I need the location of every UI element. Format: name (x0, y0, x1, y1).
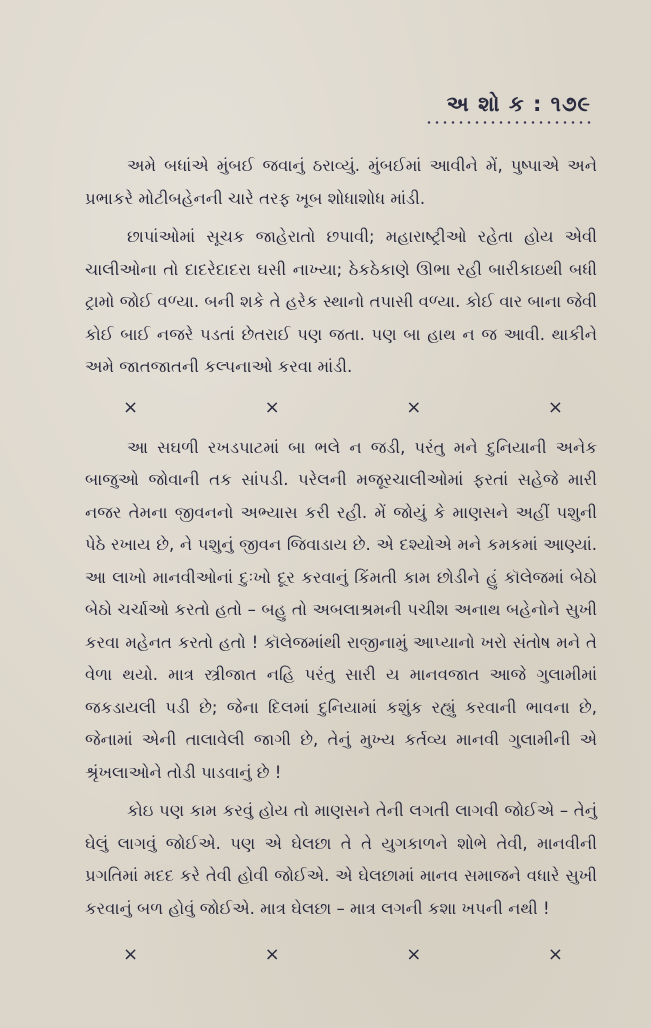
page-number: અ શો ક : ૧૭૯ (446, 92, 591, 116)
paragraph-1: અમે બધાંએ મુંબઈ જવાનું ઠરાવ્યું. મુંબઈમાં આવીને મેં, પુષ્પાએ અને પ્રભાકરે મોટીબહેનની ચારે તરફ ખૂબ શોધાશોધ માંડી. (85, 156, 597, 208)
dotted-rule (425, 121, 591, 124)
section-separator (85, 392, 597, 424)
paragraph-2: છાપાંઓમાં સૂચક જાહેરાતો છપાવી; મહારાષ્ટ્રીઓ રહેતા હોય એવી ચાલીઓના તો દાદરેદાદરા ઘસી નાખ્યા; ઠેકઠેકાણે ઊભા રહી બારીકાઇથી બધી ટ્રામો જોઈ વળ્યા. બની શકે તે હરેક સ્થાનો તપાસી વળ્યા. કોઈ વાર બાના જેવી કોઈ બાઈ નજરે પડતાં છેતરાઈ પણ જતા. પણ બા હાથ ન જ આવી. થાકીને અમે જાતજાતની કલ્પનાઓ કરવા માંડી. (85, 227, 597, 376)
page-header (425, 92, 591, 124)
paragraph-3: આ સઘળી રખડપાટમાં બા ભલે ન જડી, પરંતુ મને દુનિયાની અનેક બાજુઓ જોવાની તક સાંપડી. પરેલની મજૂરચાલીઓમાં ફરતાં સહેજે મારી નજર તેમના જીવનનો અભ્યાસ કરી રહી. મેં જોયું કે માણસને અહીં પશુની પેઠે રખાય છે, ને પશુનું જીવન જિવાડાય છે. એ દશ્યોએ મને કમકમાં આણ્યાં. આ લાખો માનવીઓનાં દુઃખો દૂર કરવાનું કિંમતી કામ છોડીને હું કૉલેજમાં બેઠો બેઠો ચર્ચાઓ કરતો હતો – બહુ તો અબલાશ્રમની પચીશ અનાથ બહેનોને સુખી કરવા મહેનત કરતો હતો ! કૉલેજમાંથી રાજીનામું આપ્યાનો ખરો સંતોષ મને તે વેળા થયો. માત્ર સ્ત્રીજાત નહિ પરંતુ સારી ય માનવજાત આજે ગુલામીમાં જકડાયલી પડી છે; જેના દિલમાં દુનિયામાં કશુંક રહ્યું કરવાની ભાવના છે, જેનામાં એની તાલાવેલી જાગી છે, તેનું મુખ્ય કર્તવ્ય માનવી ગુલામીની એ શ્રૃંખલાઓને તોડી પાડવાનું છે ! (85, 437, 597, 782)
separator-mark: × (406, 944, 422, 965)
separator-mark: × (406, 396, 422, 418)
section-separator-end (85, 939, 597, 971)
separator-mark: × (547, 944, 563, 965)
separator-mark: × (123, 944, 139, 965)
separator-mark: × (264, 944, 280, 965)
paragraph-4: કોઇ પણ કામ કરવું હોય તો માણસને તેની લગતી લાગવી જોઈએ – તેનું ઘેલું લાગવું જોઈએ. પણ એ ઘેલછા તે તે યુગકાળને શોભે તેવી, માનવીની પ્રગતિમાં મદદ કરે તેવી હોવી જોઈએ. એ ઘેલછામાં માનવ સમાજને વધારે સુખી કરવાનું બળ હોવું જોઈએ. માત્ર ઘેલછા – માત્ર લગની કશા ખપની નથી ! (85, 801, 597, 918)
page-content (85, 150, 597, 979)
separator-mark: × (123, 396, 139, 418)
separator-mark: × (547, 396, 563, 418)
separator-mark: × (264, 396, 280, 418)
